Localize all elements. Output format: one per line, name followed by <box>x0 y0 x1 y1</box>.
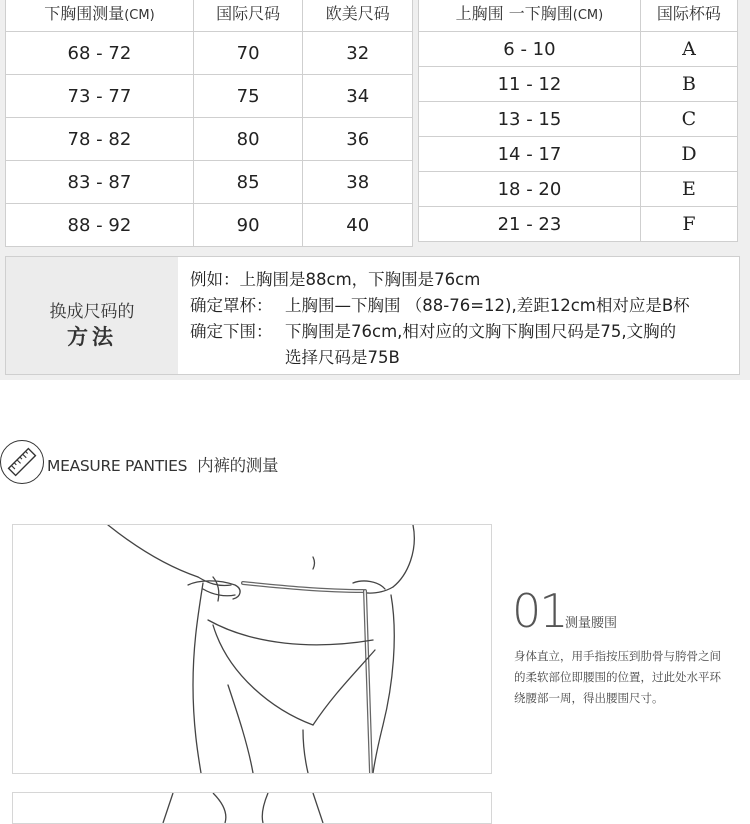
cup-cell: A <box>640 32 737 67</box>
cup-cell: F <box>640 207 737 242</box>
table-header-row <box>6 0 413 32</box>
intl-size-cell: 85 <box>193 161 303 204</box>
method-body <box>190 267 690 371</box>
intl-size-cell: 90 <box>193 204 303 247</box>
method-cup-row <box>190 293 690 319</box>
underbust-cell: 68 - 72 <box>6 32 194 75</box>
table-row <box>6 204 413 247</box>
step-1 <box>512 584 618 638</box>
table-header-row <box>419 0 738 32</box>
table-row <box>419 207 738 242</box>
eu-size-cell: 40 <box>303 204 413 247</box>
intl-size-cell: 75 <box>193 75 303 118</box>
table-row <box>6 118 413 161</box>
table-row <box>6 75 413 118</box>
underbust-cell: 88 - 92 <box>6 204 194 247</box>
ruler-icon <box>0 440 44 484</box>
table-row <box>6 161 413 204</box>
eu-size-cell: 32 <box>303 32 413 75</box>
underbust-cell: 83 - 87 <box>6 161 194 204</box>
cup-cell: E <box>640 172 737 207</box>
band-text-continued: 选择尺码是75B <box>285 348 400 367</box>
table-row <box>419 137 738 172</box>
cup-label: 确定罩杯： <box>190 296 273 315</box>
method-heading <box>6 257 178 374</box>
section-title <box>47 452 278 476</box>
underbust-cell: 73 - 77 <box>6 75 194 118</box>
cup-cell: C <box>640 102 737 137</box>
step-number: 01 <box>512 584 567 638</box>
difference-cell: 21 - 23 <box>419 207 641 242</box>
header-bust-difference: 上胸围 一下胸围(CM) <box>419 0 641 32</box>
band-text: 下胸围是76cm,相对应的文胸下胸围尺码是75,文胸的 <box>285 322 677 341</box>
table-row <box>6 32 413 75</box>
step-description: 身体直立，用手指按压到肋骨与胯骨之间的柔软部位即腰围的位置，过此处水平环绕腰部一周，得出腰围尺寸。 <box>514 649 721 705</box>
difference-cell: 14 - 17 <box>419 137 641 172</box>
header-intl-cup: 国际杯码 <box>640 0 737 32</box>
intl-size-cell: 70 <box>193 32 303 75</box>
next-illustration-preview <box>12 792 492 824</box>
band-label: 确定下围： <box>190 322 273 341</box>
section-title-cn: 内裤的测量 <box>197 456 279 475</box>
difference-cell: 13 - 15 <box>419 102 641 137</box>
band-size-table <box>5 0 413 247</box>
step-title: 测量腰围 <box>565 616 618 631</box>
method-heading-line1: 换成尺码的 <box>49 302 135 322</box>
table-row <box>419 102 738 137</box>
waist-measure-illustration <box>12 524 492 774</box>
method-heading-line2: 方法 <box>67 325 117 349</box>
table-row <box>419 32 738 67</box>
header-underbust: 下胸围测量(CM) <box>6 0 194 32</box>
difference-cell: 6 - 10 <box>419 32 641 67</box>
cup-cell: D <box>640 137 737 172</box>
cup-cell: B <box>640 67 737 102</box>
eu-size-cell: 38 <box>303 161 413 204</box>
difference-cell: 11 - 12 <box>419 67 641 102</box>
cup-text: 上胸围—下胸围 （88-76=12),差距12cm相对应是B杯 <box>285 296 690 315</box>
method-band-row <box>190 319 690 345</box>
header-eu-size: 欧美尺码 <box>303 0 413 32</box>
table-row <box>419 67 738 102</box>
intl-size-cell: 80 <box>193 118 303 161</box>
cup-size-table <box>418 0 738 242</box>
size-conversion-method <box>5 256 740 375</box>
eu-size-cell: 36 <box>303 118 413 161</box>
method-example: 例如：上胸围是88cm，下胸围是76cm <box>190 270 481 289</box>
eu-size-cell: 34 <box>303 75 413 118</box>
underbust-cell: 78 - 82 <box>6 118 194 161</box>
difference-cell: 18 - 20 <box>419 172 641 207</box>
header-intl-size: 国际尺码 <box>193 0 303 32</box>
section-title-en: MEASURE PANTIES <box>47 457 188 475</box>
table-row <box>419 172 738 207</box>
